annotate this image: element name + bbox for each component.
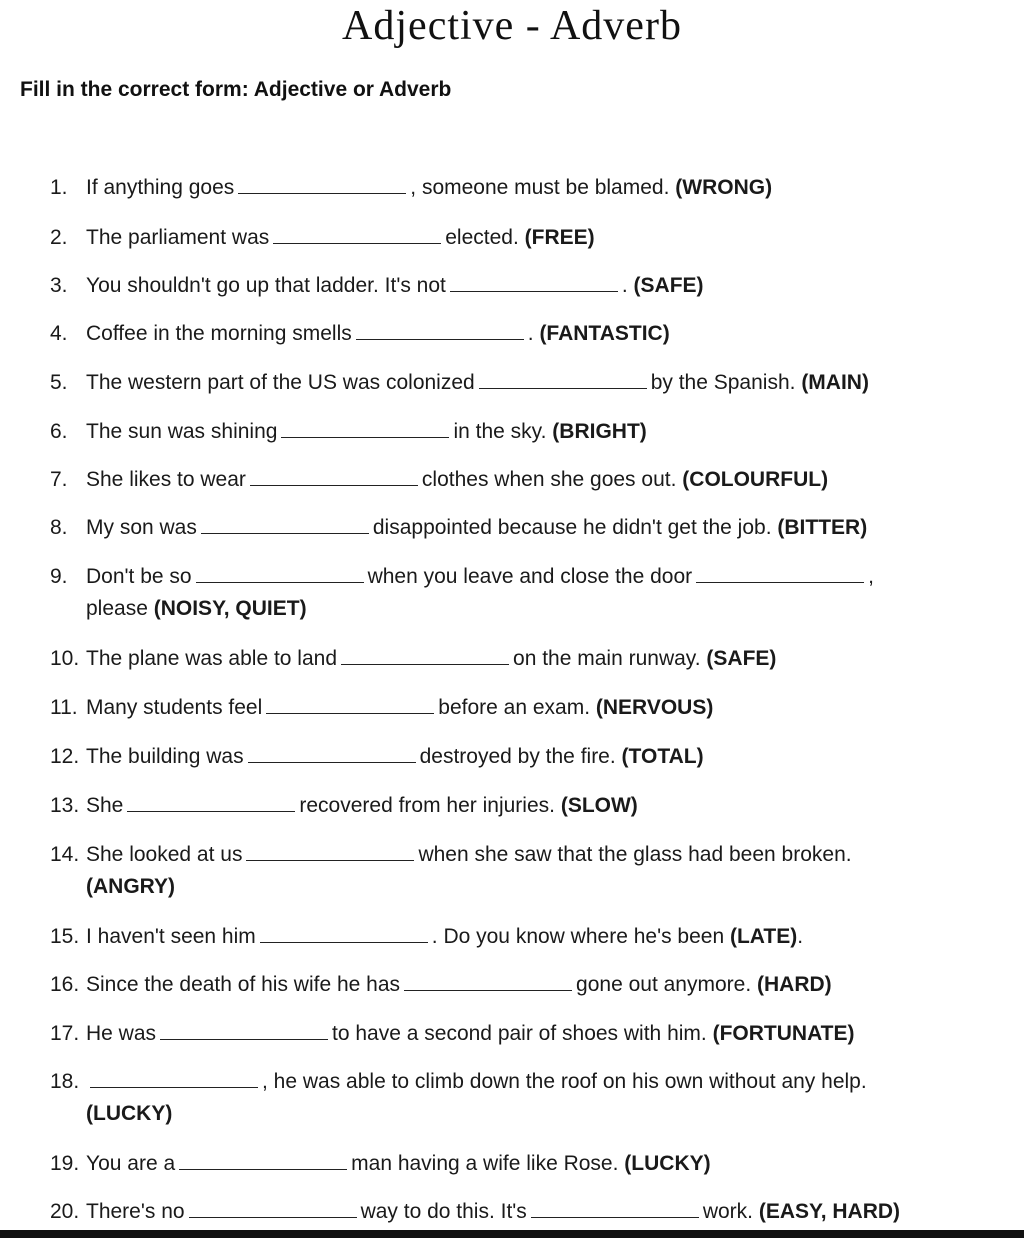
item-text-before: He was [86, 1022, 157, 1045]
item-number: 11. [50, 696, 78, 719]
item-text-before: The building was [86, 745, 244, 768]
item-text-after: by the Spanish. [650, 371, 796, 394]
item-text-after: when she saw that the glass had been broken. [418, 843, 852, 866]
item-text-end: , [868, 565, 874, 588]
exercise-item [50, 692, 980, 724]
item-text-after: when you leave and close the door [367, 565, 693, 588]
item-continuation [50, 1098, 980, 1130]
answer-blank[interactable] [250, 467, 418, 486]
exercise-item [50, 270, 980, 302]
item-text-end: . [797, 925, 804, 948]
exercise-item [50, 1018, 980, 1050]
item-number: 12. [50, 745, 80, 768]
item-number: 13. [50, 794, 80, 817]
item-text-after: . [621, 274, 628, 297]
item-hint: (SAFE) [633, 274, 704, 297]
item-text-before: She likes to wear [86, 468, 246, 491]
item-text-before: Coffee in the morning smells [86, 322, 352, 345]
answer-blank[interactable] [196, 564, 364, 583]
item-text-after: elected. [445, 226, 519, 249]
answer-blank[interactable] [179, 1151, 347, 1170]
item-text-before: The western part of the US was colonized [86, 371, 475, 394]
item-text-after: to have a second pair of shoes with him. [332, 1022, 707, 1045]
item-hint: (WRONG) [675, 176, 773, 199]
answer-blank[interactable] [248, 744, 416, 763]
answer-blank[interactable] [341, 646, 509, 665]
instruction: Fill in the correct form: Adjective or Adverb [20, 78, 452, 101]
item-number: 16. [50, 973, 80, 996]
answer-blank[interactable] [201, 515, 369, 534]
item-text-after: . [527, 322, 534, 345]
exercise-item [50, 969, 980, 1001]
item-continuation [50, 593, 980, 625]
exercise-item [50, 172, 980, 204]
item-number: 6. [50, 420, 68, 443]
item-text-before: She looked at us [86, 843, 243, 866]
exercise-item [50, 318, 980, 350]
item-text-before: You shouldn't go up that ladder. It's not [86, 274, 446, 297]
item-number: 14. [50, 843, 80, 866]
item-number: 3. [50, 274, 68, 297]
item-text-before: If anything goes [86, 176, 235, 199]
item-text-before: I haven't seen him [86, 925, 256, 948]
bottom-edge [0, 1230, 1024, 1238]
item-hint: (NERVOUS) [595, 696, 714, 719]
item-text-before: Don't be so [86, 565, 192, 588]
item-hint: (TOTAL) [621, 745, 704, 768]
answer-blank[interactable] [246, 842, 414, 861]
answer-blank[interactable] [531, 1199, 699, 1218]
item-number: 7. [50, 468, 68, 491]
item-hint: (ANGRY) [86, 875, 176, 898]
exercise-item [50, 222, 980, 254]
item-number: 20. [50, 1200, 80, 1223]
item-number: 2. [50, 226, 68, 249]
item-number: 9. [50, 565, 68, 588]
exercise-item [50, 643, 980, 675]
item-text-before: The sun was shining [86, 420, 278, 443]
item-number: 15. [50, 925, 80, 948]
item-hint: (FORTUNATE) [712, 1022, 855, 1045]
item-text-end: work. [702, 1200, 753, 1223]
answer-blank[interactable] [127, 793, 295, 812]
exercise-item [50, 1196, 980, 1228]
item-continuation [50, 871, 980, 903]
item-text-before: Many students feel [86, 696, 263, 719]
item-text-after: , someone must be blamed. [410, 176, 670, 199]
answer-blank[interactable] [450, 273, 618, 292]
answer-blank[interactable] [281, 419, 449, 438]
item-text-before: My son was [86, 516, 197, 539]
item-hint: (FANTASTIC) [539, 322, 670, 345]
item-text-before: She [86, 794, 124, 817]
item-hint: (FREE) [524, 226, 595, 249]
exercise-item [50, 741, 980, 773]
exercise-item [50, 416, 980, 448]
item-text-after: gone out anymore. [576, 973, 752, 996]
page-title: Adjective - Adverb [342, 3, 682, 49]
item-hint: (LUCKY) [86, 1102, 173, 1125]
item-text-after: destroyed by the fire. [419, 745, 616, 768]
exercise-item [50, 839, 980, 903]
item-text-after: disappointed because he didn't get the job. [372, 516, 772, 539]
item-text-after: . Do you know where he's been [431, 925, 725, 948]
item-number: 5. [50, 371, 68, 394]
item-text-before: There's no [86, 1200, 185, 1223]
item-text-after: before an exam. [438, 696, 591, 719]
answer-blank[interactable] [260, 924, 428, 943]
answer-blank[interactable] [404, 972, 572, 991]
item-number: 1. [50, 176, 68, 199]
item-text-before: You are a [86, 1152, 176, 1175]
item-hint: (NOISY, QUIET) [153, 597, 307, 620]
item-text-before: The plane was able to land [86, 647, 338, 670]
item-text-after: way to do this. It's [360, 1200, 527, 1223]
item-number: 18. [50, 1070, 80, 1093]
answer-blank[interactable] [189, 1199, 357, 1218]
item-hint: (SLOW) [560, 794, 638, 817]
item-hint: (EASY, HARD) [758, 1200, 901, 1223]
exercise-item [50, 1066, 980, 1130]
item-hint: (SAFE) [706, 647, 777, 670]
item-text-after: , he was able to climb down the roof on his own without any help. [262, 1070, 867, 1093]
answer-blank[interactable] [266, 695, 434, 714]
item-number: 8. [50, 516, 68, 539]
item-text-after: recovered from her injuries. [299, 794, 555, 817]
exercise-item [50, 790, 980, 822]
answer-blank[interactable] [90, 1069, 258, 1088]
item-text-after: man having a wife like Rose. [351, 1152, 619, 1175]
item-hint: (BRIGHT) [552, 420, 647, 443]
item-hint: (HARD) [757, 973, 832, 996]
answer-blank[interactable] [479, 370, 647, 389]
item-text-after: clothes when she goes out. [421, 468, 677, 491]
exercise-item [50, 367, 980, 399]
item-hint: (MAIN) [801, 371, 869, 394]
item-text-after: on the main runway. [513, 647, 701, 670]
answer-blank[interactable] [238, 175, 406, 194]
item-text-continued: please [86, 597, 148, 620]
answer-blank[interactable] [356, 321, 524, 340]
exercise-item [50, 1148, 980, 1180]
exercise-item [50, 512, 980, 544]
answer-blank[interactable] [273, 225, 441, 244]
answer-blank[interactable] [696, 564, 864, 583]
item-hint: (LUCKY) [624, 1152, 711, 1175]
item-hint: (BITTER) [777, 516, 868, 539]
item-number: 19. [50, 1152, 80, 1175]
item-text-before: Since the death of his wife he has [86, 973, 401, 996]
item-hint: (LATE) [729, 925, 798, 948]
item-number: 4. [50, 322, 68, 345]
answer-blank[interactable] [160, 1021, 328, 1040]
item-number: 10. [50, 647, 80, 670]
exercise-item [50, 561, 980, 625]
item-text-after: in the sky. [453, 420, 547, 443]
item-hint: (COLOURFUL) [682, 468, 829, 491]
item-text-before: The parliament was [86, 226, 270, 249]
exercise-item [50, 464, 980, 496]
exercise-item [50, 921, 980, 953]
item-number: 17. [50, 1022, 80, 1045]
